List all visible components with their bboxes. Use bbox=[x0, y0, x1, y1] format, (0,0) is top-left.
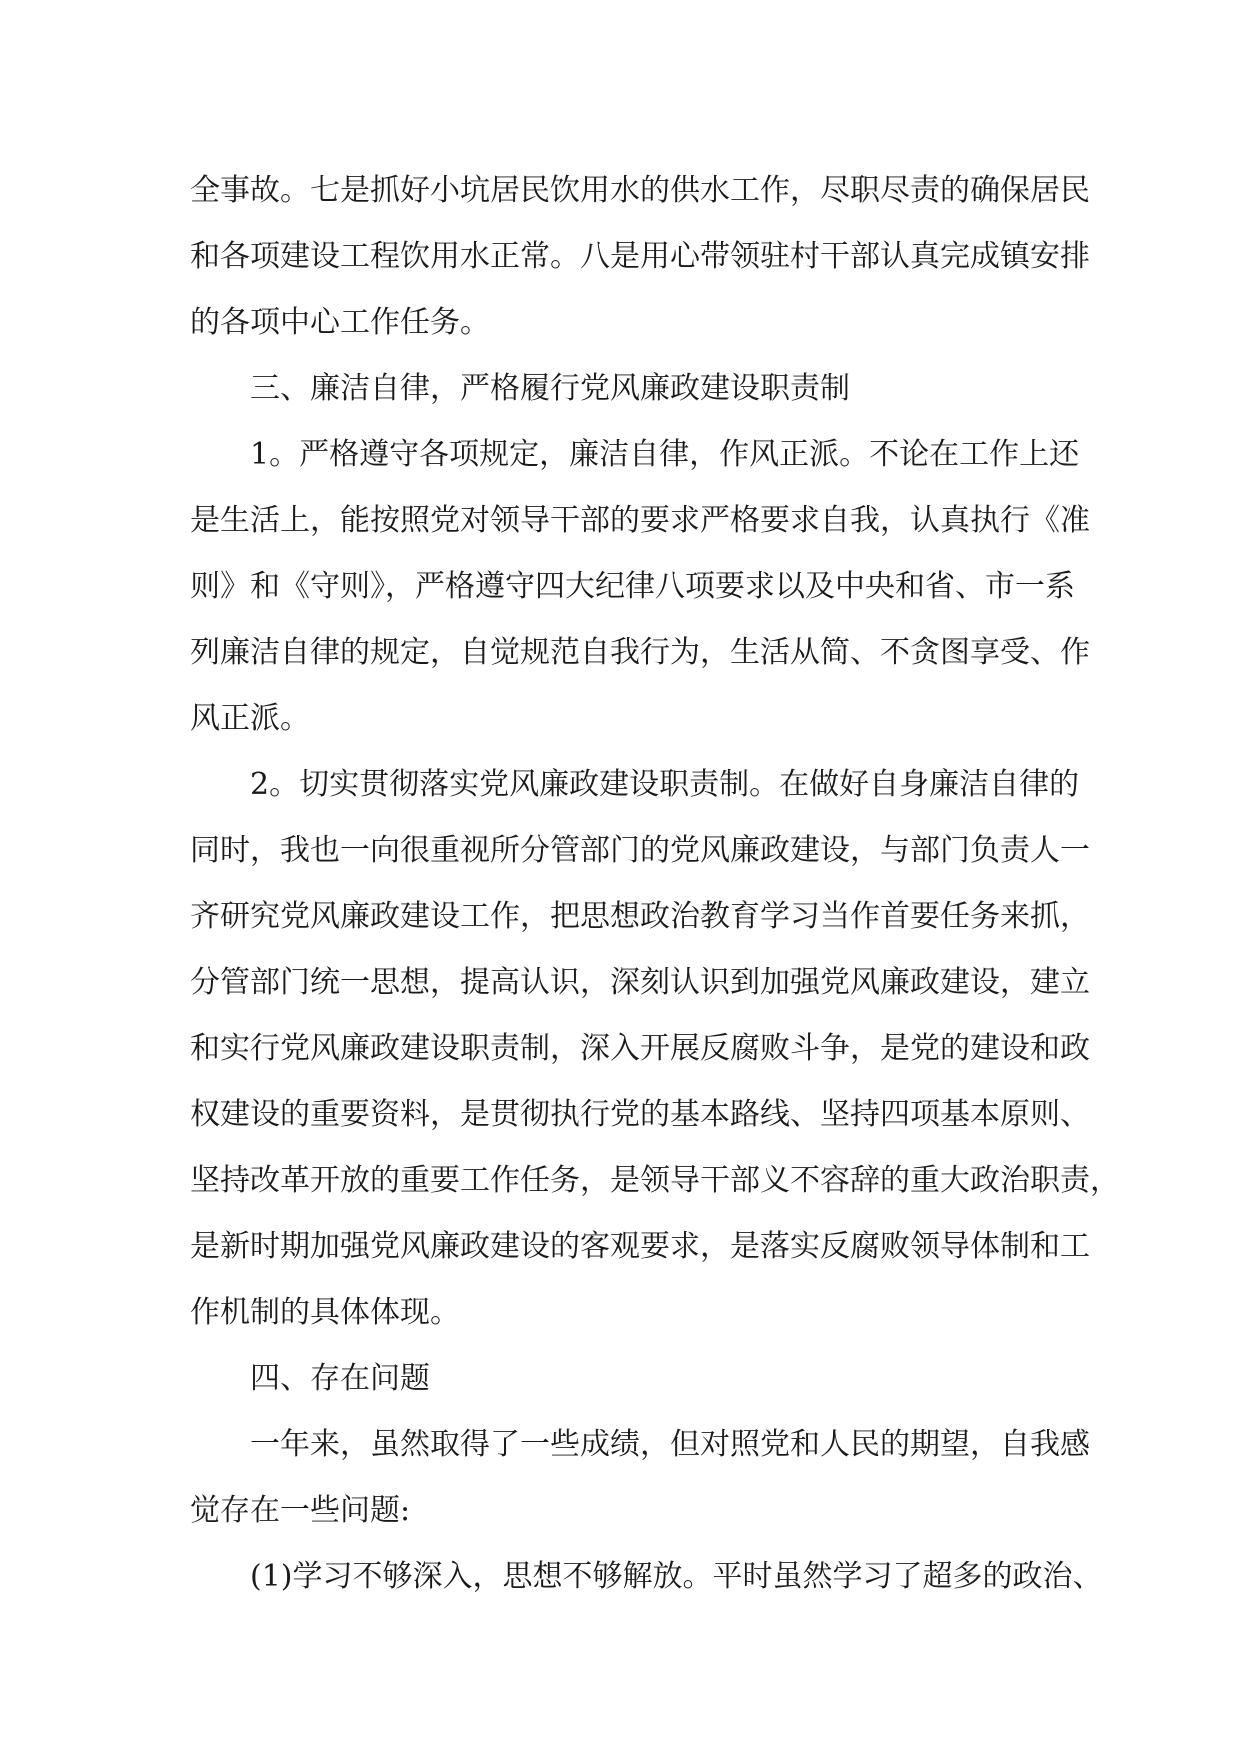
text-line: 的各项中心工作任务。 bbox=[190, 305, 490, 340]
section-heading: 三、廉洁自律，严格履行党风廉政建设职责制 bbox=[250, 371, 850, 406]
text-line: 齐研究党风廉政建设工作，把思想政治教育学习当作首要任务来抓， bbox=[190, 899, 1090, 934]
text-line: 权建设的重要资料，是贯彻执行党的基本路线、坚持四项基本原则、 bbox=[190, 1097, 1090, 1132]
text-line: 是生活上，能按照党对领导干部的要求严格要求自我，认真执行《准 bbox=[190, 503, 1090, 538]
text-line: 觉存在一些问题: bbox=[190, 1493, 411, 1528]
text-line: (1)学习不够深入，思想不够解放。平时虽然学习了超多的政治、 bbox=[250, 1559, 1103, 1594]
text-line: 列廉洁自律的规定，自觉规范自我行为，生活从简、不贪图享受、作 bbox=[190, 635, 1090, 670]
text-line: 2。切实贯彻落实党风廉政建设职责制。在做好自身廉洁自律的 bbox=[250, 767, 1080, 802]
text-line: 同时，我也一向很重视所分管部门的党风廉政建设，与部门负责人一 bbox=[190, 833, 1090, 868]
text-line: 和各项建设工程饮用水正常。八是用心带领驻村干部认真完成镇安排 bbox=[190, 239, 1090, 274]
text-line: 1。严格遵守各项规定，廉洁自律，作风正派。不论在工作上还 bbox=[250, 437, 1080, 472]
text-line: 风正派。 bbox=[190, 701, 310, 736]
document-body bbox=[190, 158, 1120, 1610]
text-line: 坚持改革开放的重要工作任务，是领导干部义不容辞的重大政治职责， bbox=[190, 1163, 1120, 1198]
section-heading: 四、存在问题 bbox=[250, 1361, 430, 1396]
text-line: 一年来，虽然取得了一些成绩，但对照党和人民的期望，自我感 bbox=[250, 1427, 1090, 1462]
text-line: 全事故。七是抓好小坑居民饮用水的供水工作，尽职尽责的确保居民 bbox=[190, 173, 1090, 208]
text-line: 则》和《守则》，严格遵守四大纪律八项要求以及中央和省、市一系 bbox=[190, 569, 1075, 604]
text-line: 和实行党风廉政建设职责制，深入开展反腐败斗争，是党的建设和政 bbox=[190, 1031, 1090, 1066]
text-line: 分管部门统一思想，提高认识，深刻认识到加强党风廉政建设，建立 bbox=[190, 965, 1090, 1000]
text-line: 作机制的具体体现。 bbox=[190, 1295, 460, 1330]
text-line: 是新时期加强党风廉政建设的客观要求，是落实反腐败领导体制和工 bbox=[190, 1229, 1090, 1264]
